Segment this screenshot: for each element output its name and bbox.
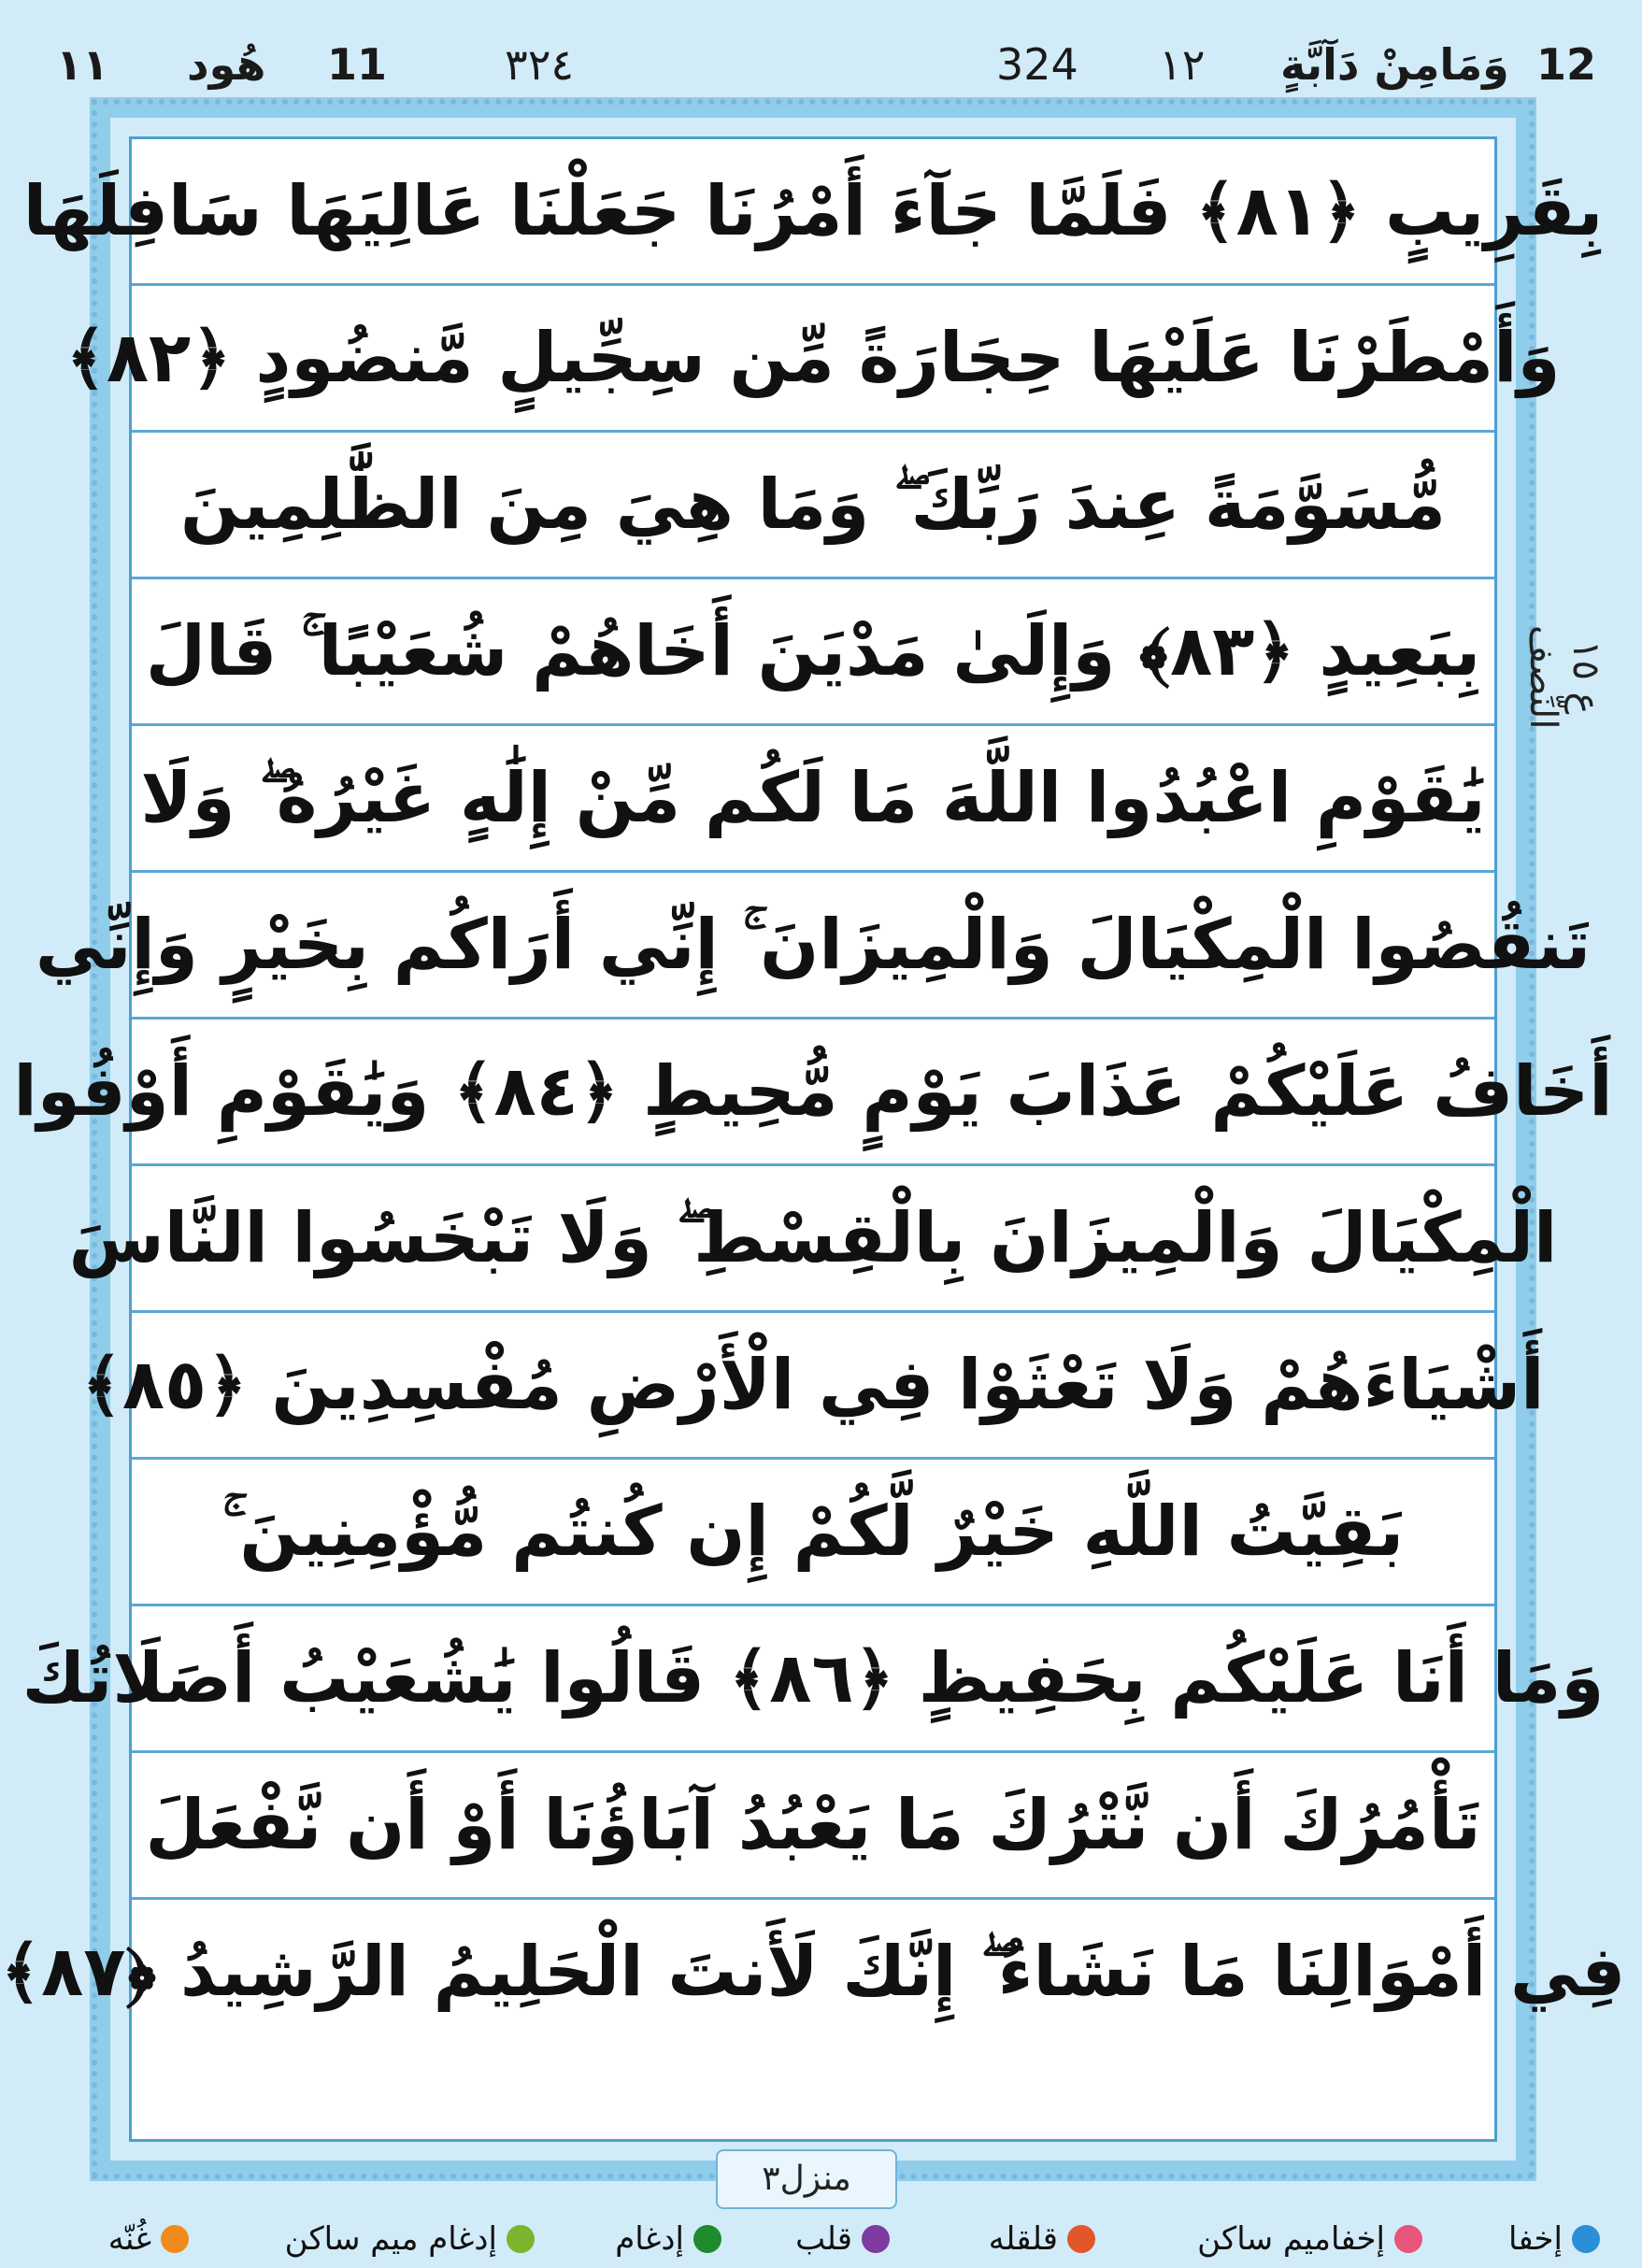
legend-item: إخفا [1508, 2220, 1600, 2258]
star-icon [693, 2225, 721, 2253]
para-number: 12 [1536, 39, 1597, 90]
star-icon [507, 2225, 535, 2253]
legend-item: إدغام ميم ساكن [285, 2220, 535, 2258]
margin-ruku-note: ع ١٥ النِّصف [1521, 625, 1607, 730]
para-number-left-arabic: ١١ [56, 39, 109, 90]
star-icon [1067, 2225, 1095, 2253]
text-line: الْمِكْيَالَ وَالْمِيزَانَ بِالْقِسْطِ ۖ وَلَا تَبْخَسُوا النَّاسَ [132, 1166, 1494, 1313]
text-line: أَشْيَاءَهُمْ وَلَا تَعْثَوْا فِي الْأَرْضِ مُفْسِدِينَ ﴿٨٥﴾ [132, 1313, 1494, 1460]
star-icon [161, 2225, 189, 2253]
text-line: وَمَا أَنَا عَلَيْكُم بِحَفِيظٍ ﴿٨٦﴾ قَالُوا يَٰشُعَيْبُ أَصَلَاتُكَ [132, 1606, 1494, 1753]
text-line: يَٰقَوْمِ اعْبُدُوا اللَّهَ مَا لَكُم مِّنْ إِلَٰهٍ غَيْرُهُ ۖ وَلَا [132, 726, 1494, 873]
surah-name: هُود [187, 39, 266, 90]
para-name: وَمَامِنْ دَآبَّةٍ [1280, 39, 1509, 90]
para-number-arabic: ١٢ [1159, 39, 1206, 90]
text-line: تَنقُصُوا الْمِكْيَالَ وَالْمِيزَانَ ۚ إِنِّي أَرَاكُم بِخَيْرٍ وَإِنِّي [132, 873, 1494, 1020]
page-number: 324 [996, 39, 1078, 90]
legend-item: إخفاميم ساكن [1197, 2220, 1422, 2258]
text-line: بِقَرِيبٍ ﴿٨١﴾ فَلَمَّا جَآءَ أَمْرُنَا جَعَلْنَا عَالِيَهَا سَافِلَهَا [132, 139, 1494, 286]
manzil-label: منزل٣ [716, 2149, 897, 2209]
text-line: بِبَعِيدٍ ﴿٨٣﴾ وَإِلَىٰ مَدْيَنَ أَخَاهُمْ شُعَيْبًا ۚ قَالَ [132, 579, 1494, 726]
text-line: فِي أَمْوَالِنَا مَا نَشَاءُ ۖ إِنَّكَ لَأَنتَ الْحَلِيمُ الرَّشِيدُ ﴿٨٧﴾ [0, 1931, 1626, 2012]
text-line: مُّسَوَّمَةً عِندَ رَبِّكَ ۖ وَمَا هِيَ مِنَ الظَّٰلِمِينَ [132, 433, 1494, 579]
page-number-arabic: ٣٢٤ [505, 39, 575, 90]
tajweed-legend [0, 2220, 1619, 2267]
legend-item: غُنّه [108, 2220, 189, 2258]
text-line: بَقِيَّتُ اللَّهِ خَيْرٌ لَّكُمْ إِن كُنتُم مُّؤْمِنِينَ ۚ [132, 1460, 1494, 1606]
legend-item: قلب [795, 2220, 890, 2258]
star-icon [1394, 2225, 1422, 2253]
star-icon [1572, 2225, 1600, 2253]
text-line: وَأَمْطَرْنَا عَلَيْهَا حِجَارَةً مِّن سِجِّيلٍ مَّنضُودٍ ﴿٨٢﴾ [132, 286, 1494, 433]
surah-number: 11 [327, 39, 388, 90]
text-line: أَخَافُ عَلَيْكُمْ عَذَابَ يَوْمٍ مُّحِيطٍ ﴿٨٤﴾ وَيَٰقَوْمِ أَوْفُوا [132, 1020, 1494, 1166]
legend-item: قلقله [989, 2220, 1095, 2258]
legend-item: إدغام [615, 2220, 721, 2258]
text-line: تَأْمُرُكَ أَن نَّتْرُكَ مَا يَعْبُدُ آبَاؤُنَا أَوْ أَن نَّفْعَلَ [132, 1753, 1494, 1900]
star-icon [862, 2225, 890, 2253]
